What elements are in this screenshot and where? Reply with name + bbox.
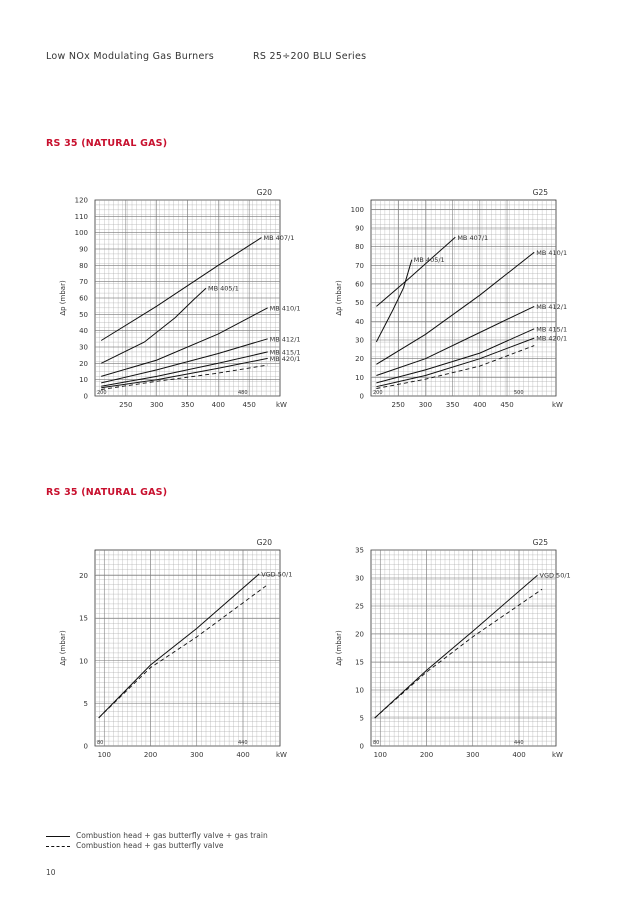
section-heading-pressure-curves: RS 35 (NATURAL GAS) [46,138,168,149]
series-label: MB 405/1 [413,256,445,265]
range-label-min: 80 [97,740,104,746]
chart-g25-mb [316,178,576,418]
legend-solid-line-icon [46,836,70,837]
x-axis-label: kW [276,401,287,409]
x-tick-label: 450 [500,401,514,409]
y-tick-label: 30 [355,574,364,583]
y-tick-label: 30 [355,336,364,345]
range-label-min: 80 [373,740,380,746]
y-tick-label: 80 [79,261,88,270]
y-tick-label: 5 [359,714,364,723]
series-label: MB 420/1 [269,354,301,363]
x-tick-label: 200 [143,751,158,759]
chart-title: G25 [532,538,548,547]
x-axis-label: kW [276,751,287,759]
range-label-max: 480 [238,390,248,396]
y-tick-label: 0 [359,392,364,401]
x-tick-label: 350 [445,401,460,409]
page-number: 10 [46,868,56,877]
y-tick-label: 110 [74,212,88,221]
y-tick-label: 0 [83,742,88,751]
x-tick-label: 400 [473,401,487,409]
document-title: Low NOx Modulating Gas Burners [46,51,215,62]
y-tick-label: 20 [79,359,88,368]
y-tick-label: 50 [79,310,88,319]
chart-title: G20 [256,188,272,197]
chart-g25-vgd [316,528,576,768]
y-tick-label: 90 [79,245,88,254]
range-label-max: 440 [514,740,524,746]
y-tick-label: 25 [355,602,364,611]
x-tick-label: 250 [119,401,133,409]
series-label: MB 405/1 [208,284,239,293]
x-axis-label: kW [552,751,563,759]
series-label: MB 412/1 [269,335,301,344]
y-axis-label: Δp (mbar) [59,280,67,316]
x-tick-label: 100 [97,751,111,759]
x-tick-label: 100 [373,751,387,759]
y-tick-label: 30 [79,343,88,352]
y-tick-label: 15 [79,614,88,623]
y-tick-label: 35 [355,546,364,555]
series-label: MB 407/1 [457,233,489,242]
y-tick-label: 10 [355,373,364,382]
y-tick-label: 80 [355,243,364,252]
y-tick-label: 120 [74,196,88,205]
series-label: MB 412/1 [536,302,568,311]
chart-g20-mb [40,178,300,418]
legend-label: Combustion head + gas butterfly valve [76,841,224,850]
y-axis-label: Δp (mbar) [335,630,343,666]
series-label: MB 415/1 [536,325,568,334]
y-tick-label: 10 [79,376,88,385]
y-tick-label: 40 [355,317,364,326]
x-tick-label: 300 [190,751,204,759]
chart-g20-vgd [40,528,300,768]
x-tick-label: 400 [211,401,226,409]
section-heading-gas-train-curves: RS 35 (NATURAL GAS) [46,487,168,498]
series-label: MB 415/1 [269,348,301,357]
range-label-min: 200 [373,390,383,396]
series-label: VGD 50/1 [261,570,293,579]
legend-label: Combustion head + gas butterfly valve + gas train [76,831,268,840]
chart-title: G20 [256,538,272,547]
y-tick-label: 10 [79,657,88,666]
legend-dashed-line-icon [46,846,70,847]
x-tick-label: 250 [391,401,405,409]
y-tick-label: 20 [355,355,364,364]
range-label-max: 440 [238,740,248,746]
series-label: MB 420/1 [536,334,568,343]
y-tick-label: 70 [79,278,88,287]
x-axis-label: kW [552,401,563,409]
y-tick-label: 90 [355,224,364,233]
chart-title: G25 [532,188,548,197]
y-tick-label: 40 [79,327,88,336]
y-tick-label: 60 [79,294,88,303]
x-tick-label: 350 [180,401,195,409]
y-axis-label: Δp (mbar) [59,630,67,666]
series-label: MB 410/1 [269,304,301,313]
x-tick-label: 300 [418,401,433,409]
x-tick-label: 200 [419,751,434,759]
series-label: VGD 50/1 [539,571,571,580]
x-tick-label: 400 [512,751,526,759]
y-tick-label: 60 [355,280,364,289]
x-tick-label: 400 [236,751,250,759]
x-tick-label: 450 [242,401,256,409]
y-tick-label: 0 [83,392,88,401]
y-axis-label: Δp (mbar) [335,280,343,316]
range-label-min: 200 [97,390,107,396]
y-tick-label: 100 [350,205,364,214]
series-label: MB 410/1 [536,248,568,257]
y-tick-label: 5 [83,699,88,708]
y-tick-label: 100 [74,229,88,238]
x-tick-label: 300 [466,751,480,759]
y-tick-label: 20 [355,630,364,639]
series-label: MB 407/1 [263,234,295,243]
y-tick-label: 20 [79,572,88,581]
y-tick-label: 50 [355,299,364,308]
x-tick-label: 300 [149,401,164,409]
y-tick-label: 10 [355,686,364,695]
y-tick-label: 15 [355,658,364,667]
y-tick-label: 70 [355,261,364,270]
range-label-max: 500 [514,390,524,396]
y-tick-label: 0 [359,742,364,751]
series-title: RS 25÷200 BLU Series [253,51,367,62]
